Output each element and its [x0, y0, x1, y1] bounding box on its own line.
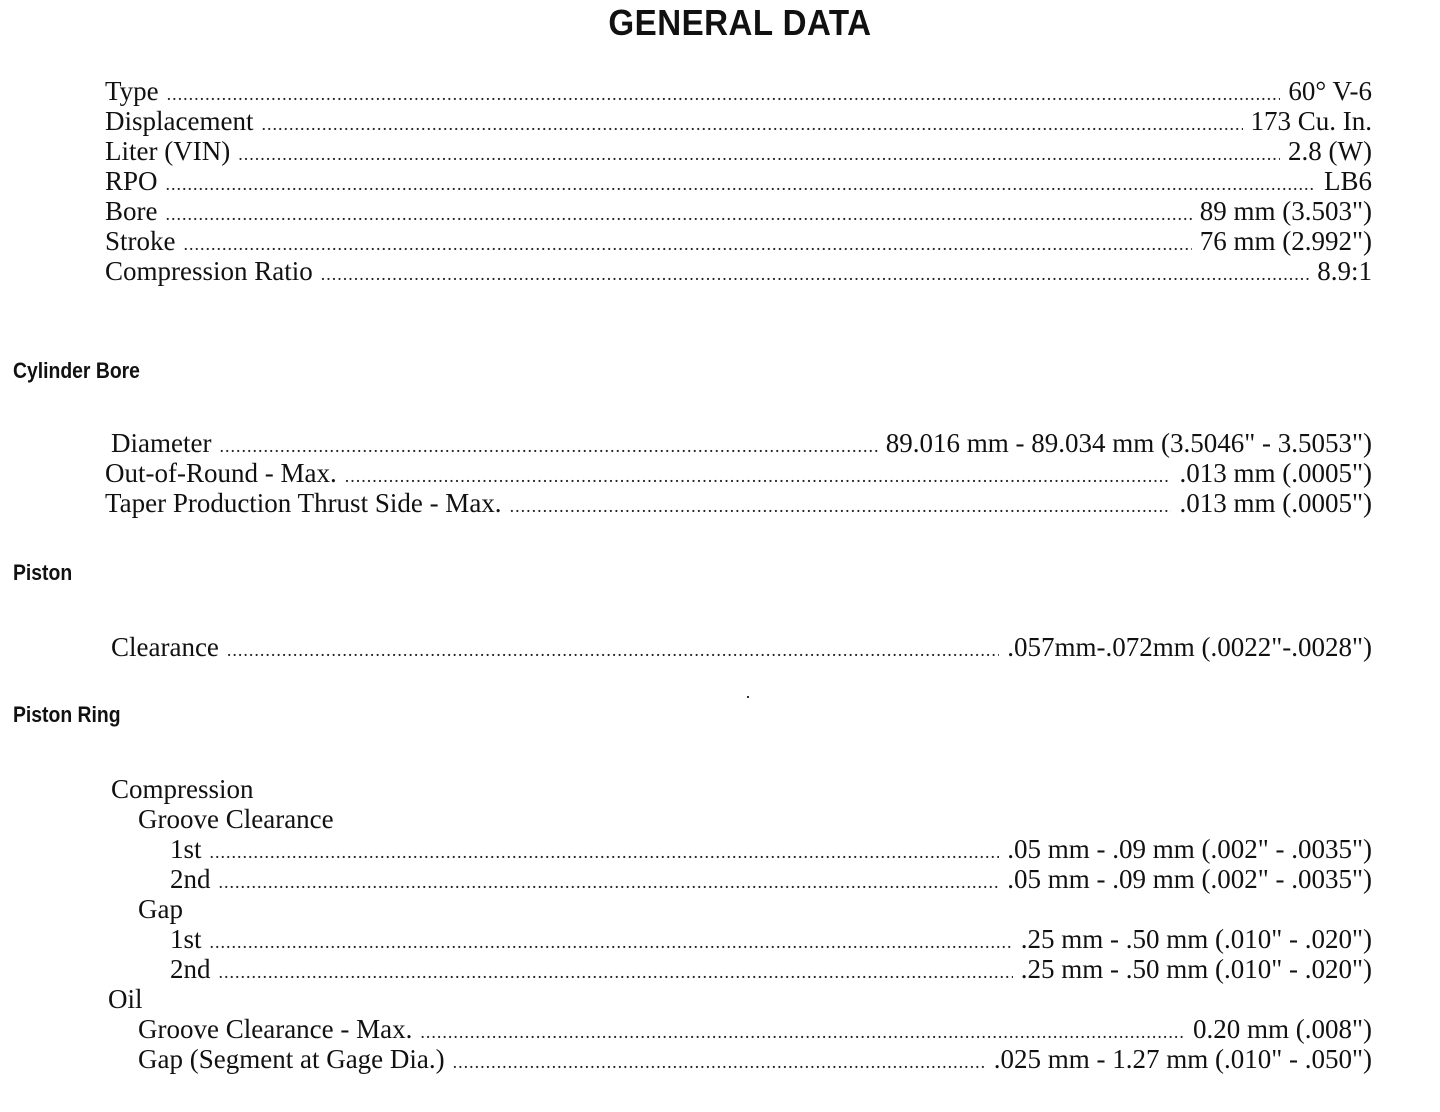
spec-label: Clearance: [111, 632, 219, 662]
spec-value: .057mm-.072mm (.0022"-.0028"): [1007, 632, 1372, 662]
spec-row-oil-groove-clearance: [108, 1014, 1372, 1044]
spec-label: Bore: [105, 196, 158, 226]
spec-row-oil-gap: [108, 1044, 1372, 1074]
spec-row-diameter: [105, 428, 1372, 458]
spec-label: Compression Ratio: [105, 256, 313, 286]
general-data-list: [105, 76, 1372, 286]
dot-leader: [210, 927, 1013, 957]
page-title: GENERAL DATA: [608, 2, 872, 43]
subheading-gap: Gap: [138, 894, 183, 924]
spec-row-bore: [105, 196, 1372, 226]
spec-value: .25 mm - .50 mm (.010" - .020"): [1020, 954, 1372, 984]
section-heading-piston: Piston: [13, 560, 73, 585]
spec-value: .013 mm (.0005"): [1179, 458, 1372, 488]
spec-row-groove-2nd: [108, 864, 1372, 894]
dot-leader: [453, 1047, 986, 1077]
spec-label: RPO: [105, 166, 158, 196]
spec-label: Stroke: [105, 226, 176, 256]
spec-value: 60° V-6: [1288, 76, 1372, 106]
spec-value: .05 mm - .09 mm (.002" - .0035"): [1007, 864, 1372, 894]
dot-leader: [210, 837, 1000, 867]
dot-leader: [184, 229, 1192, 259]
spec-row-gap-1st: [108, 924, 1372, 954]
dot-leader: [238, 139, 1280, 169]
piston-ring-list: [108, 774, 1372, 1074]
dot-leader: [219, 957, 1013, 987]
section-heading-cylinder-bore: Cylinder Bore: [13, 358, 140, 383]
spec-value: .013 mm (.0005"): [1179, 488, 1372, 518]
piston-list: [111, 632, 1372, 662]
spec-value: 8.9:1: [1317, 256, 1372, 286]
spec-value: 89 mm (3.503"): [1199, 196, 1372, 226]
spec-row-type: [105, 76, 1372, 106]
dot-leader: [219, 867, 1000, 897]
spec-label: 2nd: [170, 864, 211, 894]
spec-value: .05 mm - .09 mm (.002" - .0035"): [1007, 834, 1372, 864]
spec-row-clearance: [111, 632, 1372, 662]
dot-leader: [167, 79, 1281, 109]
dot-leader: [345, 461, 1172, 491]
spec-value: 2.8 (W): [1288, 136, 1372, 166]
spec-label: Taper Production Thrust Side - Max.: [105, 488, 502, 518]
spec-row-compression-ratio: [105, 256, 1372, 286]
section-heading-piston-ring: Piston Ring: [13, 702, 121, 727]
subheading-compression: Compression: [111, 774, 254, 804]
spec-label: 2nd: [170, 954, 211, 984]
spec-row-liter: [105, 136, 1372, 166]
spec-label: Out-of-Round - Max.: [105, 458, 337, 488]
spec-value: .025 mm - 1.27 mm (.010" - .050"): [993, 1044, 1372, 1074]
spec-value: 89.016 mm - 89.034 mm (3.5046" - 3.5053"): [885, 428, 1372, 458]
spec-value: 173 Cu. In.: [1250, 106, 1372, 136]
spec-row-out-of-round: [105, 458, 1372, 488]
spec-label: Displacement: [105, 106, 254, 136]
dot-leader: [510, 491, 1172, 521]
dot-leader: [261, 109, 1242, 139]
spec-label: Liter (VIN): [105, 136, 231, 166]
spec-row-displacement: [105, 106, 1372, 136]
spec-value: .25 mm - .50 mm (.010" - .020"): [1020, 924, 1372, 954]
subheading-oil: Oil: [108, 984, 143, 1014]
spec-label: 1st: [170, 924, 202, 954]
spec-row-stroke: [105, 226, 1372, 256]
spec-row-rpo: [105, 166, 1372, 196]
subheading-groove-clearance: Groove Clearance: [138, 804, 334, 834]
dot-leader: [219, 431, 877, 461]
spec-label: Groove Clearance - Max.: [138, 1014, 413, 1044]
dot-leader: [165, 199, 1191, 229]
spec-label: 1st: [170, 834, 202, 864]
spec-label: Type: [105, 76, 159, 106]
dot-leader: [166, 169, 1316, 199]
spec-label: Gap (Segment at Gage Dia.): [138, 1044, 445, 1074]
dot-leader: [227, 635, 999, 665]
spec-row-taper: [105, 488, 1372, 518]
spec-value: 0.20 mm (.008"): [1192, 1014, 1372, 1044]
cylinder-bore-list: [105, 428, 1372, 518]
scan-speck: [747, 696, 749, 698]
dot-leader: [321, 259, 1309, 289]
spec-label: Diameter: [111, 428, 212, 458]
spec-row-gap-2nd: [108, 954, 1372, 984]
dot-leader: [420, 1017, 1185, 1047]
spec-value: LB6: [1323, 166, 1372, 196]
spec-value: 76 mm (2.992"): [1199, 226, 1372, 256]
spec-row-groove-1st: [108, 834, 1372, 864]
